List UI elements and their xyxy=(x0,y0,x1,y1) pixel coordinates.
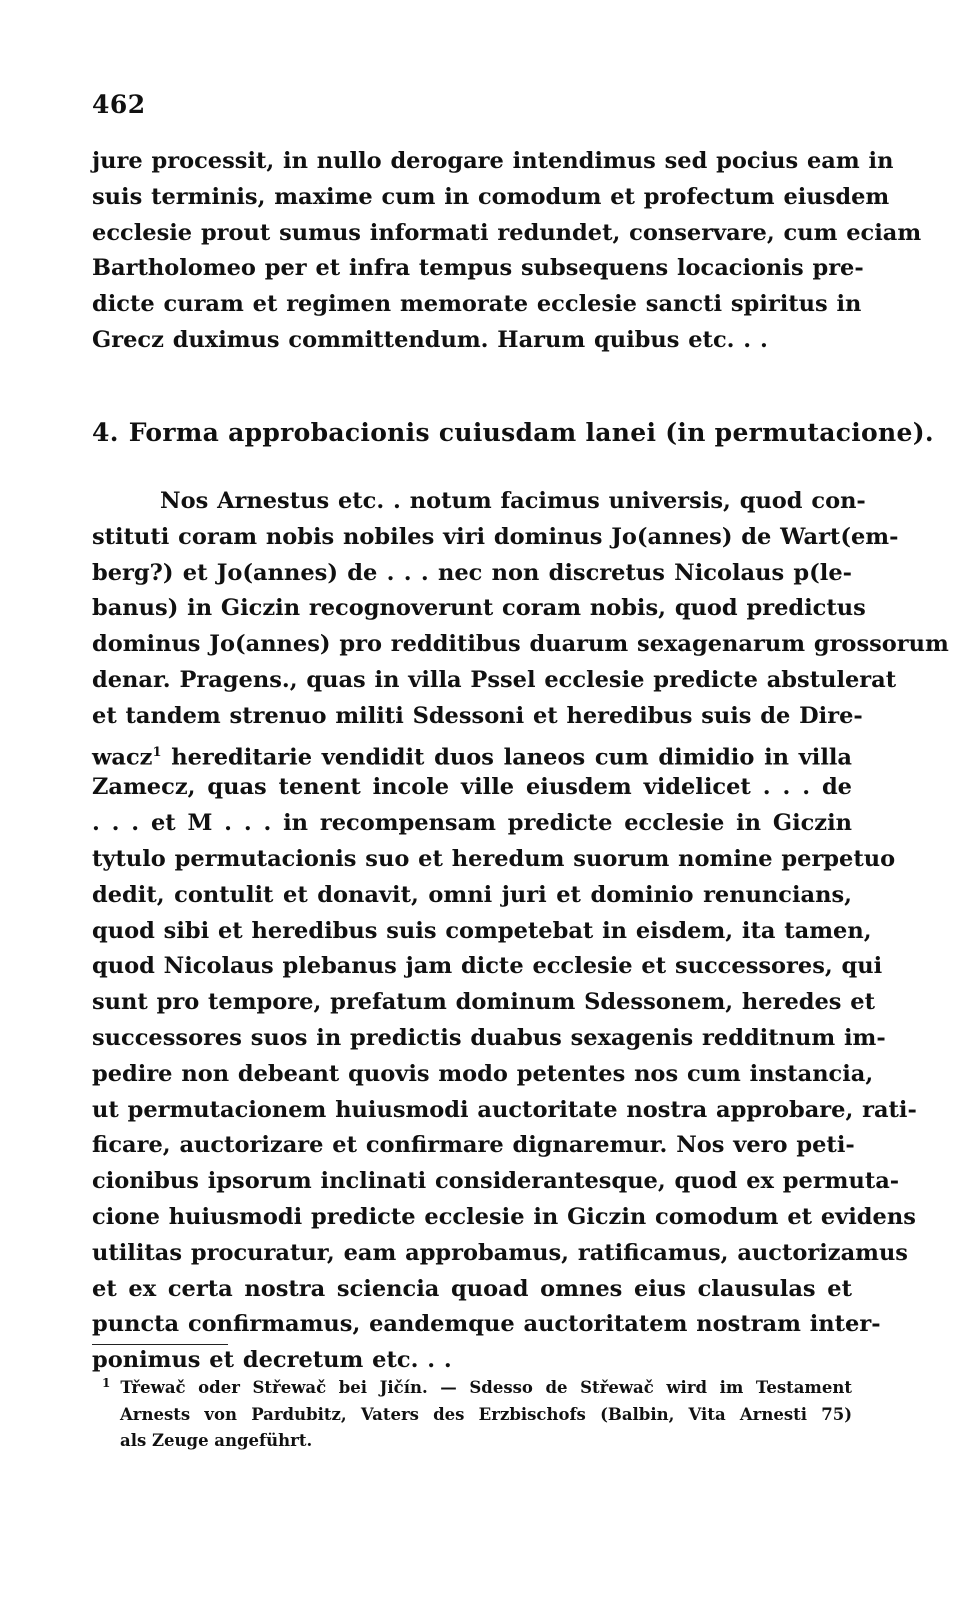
footnote xyxy=(102,1375,852,1455)
text-line: tytulo permutacionis suo et heredum suorum nomine perpetuo xyxy=(92,845,896,872)
text-line: ponimus et decretum etc. . . xyxy=(92,1347,452,1374)
text-line: cionibus ipsorum inclinati considerantesque, quod ex permuta- xyxy=(92,1168,900,1195)
text-line: utilitas procuratur, eam approbamus, ratificamus, auctorizamus xyxy=(92,1239,908,1266)
text-line xyxy=(92,735,852,771)
text-line: cione huiusmodi predicte ecclesie in Giczin comodum et evidens xyxy=(92,1203,916,1230)
text-line: et ex certa nostra sciencia quoad omnes eius clausulas et xyxy=(92,1275,852,1302)
text-line: successores suos in predictis duabus sexagenis redditnum im- xyxy=(92,1024,886,1051)
paragraph-continuation xyxy=(92,144,922,359)
text-line: Grecz duximus committendum. Harum quibus etc. . . xyxy=(92,326,768,353)
text-line: et tandem strenuo militi Sdessoni et heredibus suis de Dire- xyxy=(92,702,863,729)
text-line: ficare, auctorizare et confirmare dignaremur. Nos vero peti- xyxy=(92,1132,855,1159)
paragraph-main xyxy=(92,484,949,1379)
footnote-line: als Zeuge angeführt. xyxy=(120,1431,313,1450)
text-line: suis terminis, maxime cum in comodum et profectum eiusdem xyxy=(92,183,890,210)
text-line: jure processit, in nullo derogare intendimus sed pocius eam in xyxy=(92,148,894,174)
text-line: Zamecz, quas tenent incole ville eiusdem videlicet . . . de xyxy=(92,774,852,801)
line-word: wacz xyxy=(92,744,153,771)
text-line: quod Nicolaus plebanus jam dicte ecclesie et successores, qui xyxy=(92,953,883,980)
text-line: ut permutacionem huiusmodi auctoritate nostra approbare, rati- xyxy=(92,1096,917,1123)
text-line: pedire non debeant quovis modo petentes nos cum instancia, xyxy=(92,1060,874,1087)
footnote-line xyxy=(102,1375,852,1402)
text-line: ecclesie prout sumus informati redundet, conservare, cum eciam xyxy=(92,219,922,246)
section-number: 4. xyxy=(92,418,119,447)
footnote-separator xyxy=(92,1344,228,1345)
text-line: sunt pro tempore, prefatum dominum Sdessonem, heredes et xyxy=(92,989,876,1016)
text-line: berg?) et Jo(annes) de . . . nec non discretus Nicolaus p(le- xyxy=(92,559,852,586)
text-line: dicte curam et regimen memorate ecclesie sancti spiritus in xyxy=(92,291,862,318)
text-line: denar. Pragens., quas in villa Pssel ecclesie predicte abstulerat xyxy=(92,666,897,693)
text-line: puncta confirmamus, eandemque auctoritatem nostram inter- xyxy=(92,1311,881,1338)
text-line: dedit, contulit et donavit, omni juri et dominio renuncians, xyxy=(92,881,852,908)
footnote-marker: 1 xyxy=(102,1375,111,1390)
footnote-reference[interactable]: 1 xyxy=(152,744,162,760)
text-line: banus) in Giczin recognoverunt coram nobis, quod predictus xyxy=(92,595,866,622)
page-number: 462 xyxy=(92,90,146,119)
text-line: dominus Jo(annes) pro redditibus duarum sexagenarum grossorum xyxy=(92,631,949,658)
text-line: Nos Arnestus etc. . notum facimus universis, quod con- xyxy=(160,488,866,514)
text-line: Bartholomeo per et infra tempus subsequens locacionis pre- xyxy=(92,255,864,282)
footnote-line: Arnests von Pardubitz, Vaters des Erzbischofs (Balbin, Vita Arnesti 75) xyxy=(120,1404,852,1424)
line-rest: hereditarie vendidit duos laneos cum dimidio in villa xyxy=(171,744,852,771)
section-title: Forma approbacionis cuiusdam lanei (in permutacione). xyxy=(128,418,934,447)
text-line: stituti coram nobis nobiles viri dominus Jo(annes) de Wart(em- xyxy=(92,523,899,550)
text-line: quod sibi et heredibus suis competebat in eisdem, ita tamen, xyxy=(92,917,872,944)
section-heading xyxy=(92,418,934,447)
footnote-text: Třewač oder Střewač bei Jičín. — Sdesso de Střewač wird im Testament xyxy=(120,1378,852,1397)
text-line: . . . et M . . . in recompensam predicte ecclesie in Giczin xyxy=(92,810,852,837)
